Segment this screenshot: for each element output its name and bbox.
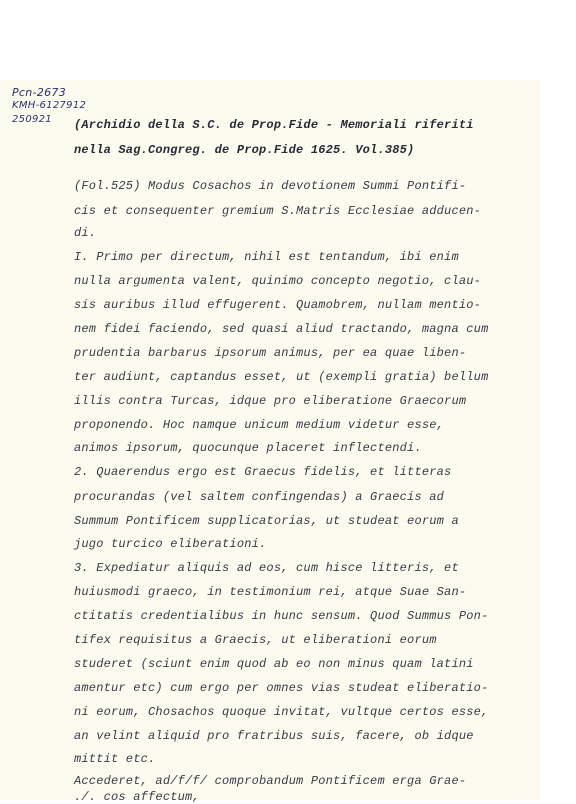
header-line-1: (Archidio della S.C. de Prop.Fide - Memoriali riferiti [74,118,474,132]
text-line: ./. cos affectum, [74,790,200,804]
text-line: jugo turcico eliberationi. [74,537,267,551]
text-line: Accederet, ad/f/f/ comprobandum Pontificem erga Grae- [74,774,467,788]
text-line: procurandas (vel saltem confingendas) a Graecis ad [74,490,445,504]
text-line: huiusmodi graeco, in testimonium rei, atque Suae San- [74,585,467,599]
text-line: nulla argumenta valent, quinimo concepto negotio, clau- [74,274,482,288]
text-line: 3. Expediatur aliquis ad eos, cum hisce litteris, et [74,561,459,575]
text-line: Summum Pontificem supplicatorias, ut studeat eorum a [74,514,459,528]
handwritten-note-3: 250921 [12,114,52,125]
text-line: amentur etc) cum ergo per omnes vias studeat eliberatio- [74,681,489,695]
handwritten-note-1: Pcn-2673 [12,86,67,99]
text-line: illis contra Turcas, idque pro eliberatione Graecorum [74,394,467,408]
header-line-2: nella Sag.Congreg. de Prop.Fide 1625. Vol.385) [74,143,415,157]
handwritten-note-2: KMH-6127912 [12,100,87,111]
text-line: studeret (sciunt enim quod ab eo non minus quam latini [74,657,474,671]
text-line: prudentia barbarus ipsorum animus, per ea quae liben- [74,346,467,360]
text-line: mittit etc. [74,752,156,766]
page-margin [540,80,576,800]
text-line: tifex requisitus a Graecis, ut eliberationi eorum [74,633,437,647]
text-line: ter audiunt, captandus esset, ut (exempli gratia) bellum [74,370,489,384]
text-line: I. Primo per directum, nihil est tentandum, ibi enim [74,250,459,264]
text-line: di. [74,226,97,240]
text-line: nem fidei faciendo, sed quasi aliud tractando, magna cum [74,322,489,336]
text-line: cis et consequenter gremium S.Matris Ecclesiae adducen- [74,204,482,218]
text-line: ctitatis credentialibus in hunc sensum. Quod Summus Pon- [74,609,489,623]
text-line: animos ipsorum, quocunque placeret inflectendi. [74,441,422,455]
text-line: an velint aliquid pro fratribus suis, facere, ob idque [74,729,474,743]
text-line: proponendo. Hoc namque unicum medium videtur esse, [74,418,445,432]
text-line: sis auribus illud effugerent. Quamobrem, nullam mentio- [74,298,482,312]
text-line: 2. Quaerendus ergo est Graecus fidelis, et litteras [74,465,452,479]
text-line: (Fol.525) Modus Cosachos in devotionem Summi Pontifi- [74,179,467,193]
text-line: ni eorum, Chosachos quoque invitat, vultque certos esse, [74,705,489,719]
